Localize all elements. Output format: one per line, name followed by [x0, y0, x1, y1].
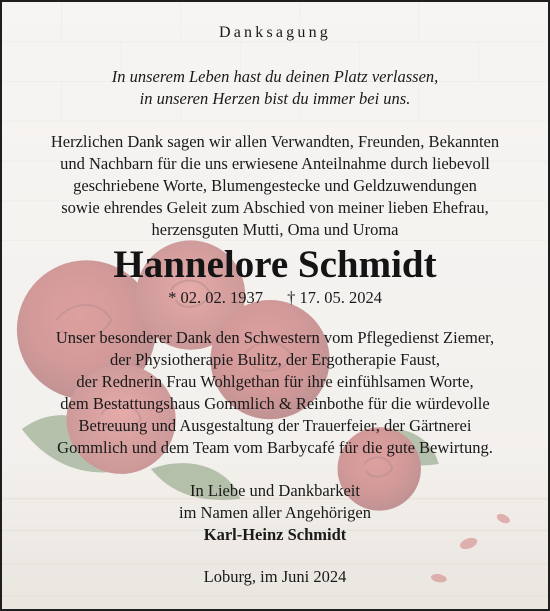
intro-line: Herzlichen Dank sagen wir allen Verwandten, Freunden, Bekannten [50, 132, 500, 151]
place-and-date: Loburg, im Juni 2024 [203, 567, 347, 586]
memorial-verse [2, 66, 548, 110]
closing-block [2, 480, 548, 546]
thanks-line: Betreuung und Ausgestaltung der Trauerfeier, der Gärtnerei [78, 416, 472, 435]
deceased-name: Hannelore Schmidt [113, 243, 437, 286]
signer-name: Karl-Heinz Schmidt [203, 525, 347, 544]
intro-line: und Nachbarn für die uns erwiesene Anteilnahme durch liebevoll [60, 154, 490, 173]
intro-line: sowie ehrendes Geleit zum Abschied von meiner lieben Ehefrau, [61, 198, 489, 217]
closing-line: In Liebe und Dankbarkeit [190, 481, 360, 500]
thanks-line: Gommlich und dem Team vom Barbycafé für die gute Bewirtung. [57, 438, 493, 457]
verse-line: In unserem Leben hast du deinen Platz verlassen, [111, 67, 439, 86]
life-dates [2, 287, 548, 309]
thanks-line: der Physiotherapie Bulitz, der Ergotherapie Faust, [109, 350, 441, 369]
death-date: † 17. 05. 2024 [287, 288, 382, 307]
intro-line: geschriebene Worte, Blumengestecke und Geldzuwendungen [73, 176, 477, 195]
thanks-line: Unser besonderer Dank den Schwestern vom Pflegedienst Ziemer, [55, 328, 495, 347]
thanks-line: dem Bestattungshaus Gommlich & Reinbothe für die würdevolle [60, 394, 490, 413]
closing-line: im Namen aller Angehörigen [179, 503, 371, 522]
verse-line: in unseren Herzen bist du immer bei uns. [139, 89, 411, 108]
birth-date: * 02. 02. 1937 [168, 288, 263, 307]
thanks-line: der Rednerin Frau Wohlgethan für ihre einfühlsamen Worte, [76, 372, 474, 391]
notice-heading: Danksagung [219, 24, 331, 41]
special-thanks-text [2, 327, 548, 459]
intro-line: herzensguten Mutti, Oma und Uroma [151, 220, 399, 239]
intro-text [2, 131, 548, 241]
